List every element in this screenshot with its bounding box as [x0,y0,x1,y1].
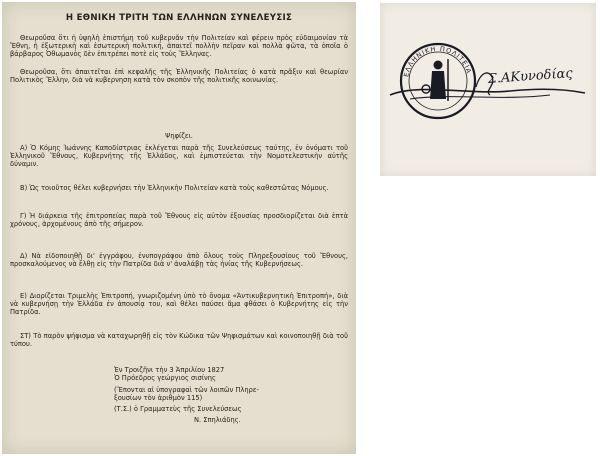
article-a-text: Α) Ὁ Κόμης Ἰωάννης Καποδίστριας ἐκλέγεται παρὰ τῆς Συνελεύσεως ταύτης, ἐν ὀνόματι τοῦ Ἑλληνικοῦ Ἔθνους, Κυβερνήτης τῆς Ἑλλάδος, καὶ ἐμπιστεύεται τὴν Νομοτελεστικὴν αὐτῆς δύναμιν. [10,144,348,169]
signatures-note-line-2: ξουσίων τὸν ἀριθμὸν 115) [114,394,203,403]
document-title: Η ΕΘΝΙΚΗ ΤΡΙΤΗ ΤΩΝ ΕΛΛΗΝΩΝ ΣΥΝΕΛΕΥΣΙΣ [65,13,293,23]
article-e-text: Ε) Διορίζεται Τριμελὴς Ἐπιτροπή, γνωριζομένη ὑπὸ τὸ ὄνομα «Ἀντικυβερνητικὴ Ἐπιτροπή», διὰ νὰ κυβερνήσῃ τὴν Ἑλλάδα ἐν ἀπουσίᾳ του, καὶ θέλει παύσει ἅμα φθάσει ὁ Κυβερνήτης εἰς τὴν Πατρίδα. [10,292,348,317]
president-line: Ὁ Πρόεδρος γεώργιος σισίνης [114,374,216,383]
secretary-line: (Τ.Σ.) ὁ Γραμματεὺς τῆς Συνελεύσεως [114,405,242,414]
article-c-text: Γ) Ἡ διάρκεια τῆς ἐπιτροπείας παρὰ τοῦ Ἔθνους εἰς αὐτὸν ἐξουσίας προσδιορίζεται διὰ ἑπτὰ χρόνους, ἀρχομένους ἀπὸ τῆς σήμερον. [10,212,348,229]
secretary-name: Ν. Σπηλιάδης. [194,416,241,425]
preamble-1-text: Θεωροῦσα ὅτι ἡ ὑψηλὴ ἐπιστήμη τοῦ κυβερνᾶν τὴν Πολιτείαν καὶ φέρειν πρὸς εὐδαιμονίαν τὰ Ἔθνη, ἡ ἐξωτερικὴ καὶ ἐσωτερικὴ πολιτική, ἀπαιτεῖ πολλὴν πεῖραν καὶ πολλὰ φῶτα, τὰ ὁποῖα ὁ βάρβαρος Ὀθωμανὸς δὲν ἐπιτρέπει ποτὲ εἰς τοὺς Ἕλληνας. [10,34,348,59]
signature-text: Σ.ΑΚυνοδίας [487,66,574,87]
decree-heading: Ψηφίζει. [165,132,193,140]
article-a [10,144,348,168]
article-f-text: ΣΤ) Τὸ παρὸν ψήφισμα νὰ καταχωρηθῇ εἰς τὸν Κώδικα τῶν Ψηφισμάτων καὶ κοινοποιηθῇ διὰ τοῦ τύπου. [10,332,348,349]
article-d [10,252,348,268]
signature-seal-image [380,3,596,176]
article-e [10,292,348,316]
preamble-1 [10,34,348,58]
preamble-2-text: Θεωροῦσα, ὅτι ἀπαιτεῖται ἐπὶ κεφαλῆς τῆς Ἑλληνικῆς Πολιτείας ὁ κατὰ πρᾶξιν καὶ θεωρίαν Πολιτικὸς Ἕλλην, διὰ νὰ κυβερνηση κατὰ τὸν σκοπὸν τῆς πολιτικῆς κοινωνίας. [10,68,348,85]
place-date: Ἐν Τροιζῆνι τὴν 3 Ἀπριλίου 1827 [114,366,225,374]
seal-text: ΕΛΛΗΝΙΚΗ ΠΟΛΙΤΕΙΑ [402,44,474,78]
article-f [10,332,348,348]
closing-block [114,366,352,424]
decree-document [2,2,356,454]
article-c [10,212,348,228]
article-b [10,184,348,192]
signatures-note-line-1: (Ἕπονται αἱ ὑπογραφαὶ τῶν λοιπῶν Πληρε- [114,386,259,395]
article-b-text: Β) Ὡς τοιοῦτος θέλει κυβερνήσει τὴν Ἑλληνικὴν Πολιτείαν κατὰ τοὺς καθεστῶτας Νόμους. [20,184,329,192]
article-d-text: Δ) Νὰ εἰδοποιηθῇ δι' ἐγγράφου, ἐνυπογράφου ἀπὸ ὅλους τοὺς Πληρεξουσίους τοῦ Ἔθνους, προσκαλούμενος νὰ ἔλθῃ εἰς τὴν Πατρίδα διὰ ν' ἀναλάβῃ τὰς ἡνίας τῆς Κυβερνήσεως. [10,252,348,269]
preamble-2 [10,68,348,84]
seal-stamp-icon [380,3,596,176]
